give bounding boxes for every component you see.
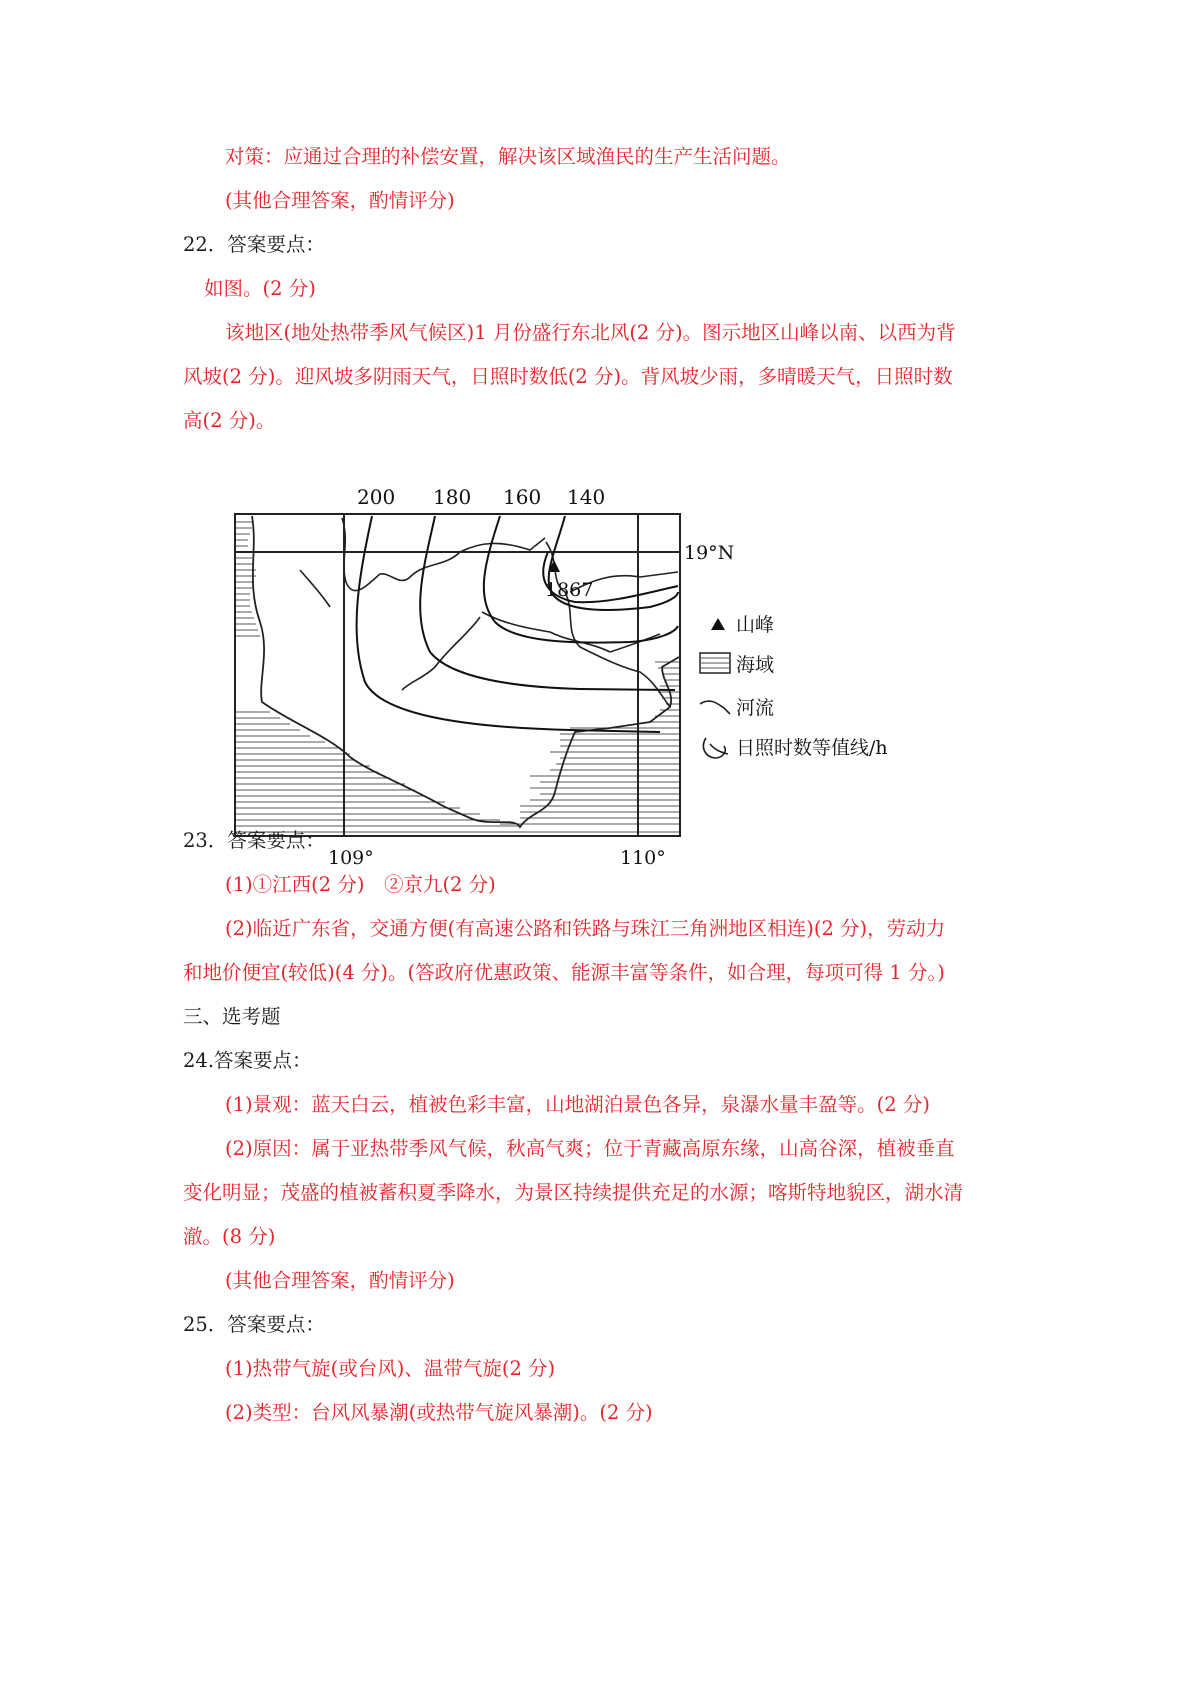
q24-other-answer-note: (其他合理答案，酌情评分): [225, 1269, 455, 1292]
q23-part2-line2: 和地价便宜(较低)(4 分)。(答政府优惠政策、能源丰富等条件，如合理，每项可得 1 分。): [183, 961, 945, 984]
q24-part1: (1)景观：蓝天白云，植被色彩丰富，山地湖泊景色各异，泉瀑水量丰盈等。(2 分): [225, 1093, 930, 1116]
sunshine-hours-map: [230, 482, 990, 882]
isoline-label-160: 160: [503, 485, 542, 509]
lat-label: 19°N: [684, 542, 735, 564]
q24-part2-line3: 澈。(8 分): [183, 1225, 276, 1248]
countermeasure-line: 对策：应通过合理的补偿安置，解决该区域渔民的生产生活问题。: [225, 145, 791, 168]
other-answer-note: (其他合理答案，酌情评分): [225, 189, 455, 212]
legend-isoline-label: 日照时数等值线/h: [736, 737, 888, 759]
q22-paragraph-line3: 高(2 分)。: [183, 409, 276, 432]
q23-part1: (1)①江西(2 分) ②京九(2 分): [225, 873, 496, 896]
q23-heading: 23．答案要点：: [183, 829, 325, 852]
legend-peak-icon: [711, 618, 725, 630]
map-legend: [700, 614, 888, 759]
sunshine-isolines: [357, 516, 678, 732]
legend-peak-label: 山峰: [736, 614, 775, 636]
section-3-heading: 三、选考题: [183, 1005, 281, 1028]
legend-isoline-icon: [703, 738, 728, 758]
q24-part2-line1: (2)原因：属于亚热带季风气候，秋高气爽；位于青藏高原东缘，山高谷深，植被垂直: [225, 1137, 955, 1160]
isoline-label-140: 140: [567, 485, 606, 509]
q22-paragraph-line2: 风坡(2 分)。迎风坡多阴雨天气，日照时数低(2 分)。背风坡少雨，多晴暖天气，日照时数: [183, 365, 953, 388]
lon-right-label: 110°: [620, 847, 666, 869]
q22-see-figure: 如图。(2 分): [204, 277, 316, 300]
sea-area: [236, 522, 679, 832]
coastline: [252, 516, 679, 827]
q25-heading: 25．答案要点：: [183, 1313, 325, 1336]
legend-sea-label: 海域: [736, 654, 775, 676]
q25-part1: (1)热带气旋(或台风)、温带气旋(2 分): [225, 1357, 556, 1380]
peak-elevation: 1867: [545, 579, 594, 601]
q22-heading: 22．答案要点：: [183, 233, 325, 256]
isoline-label-200: 200: [357, 485, 396, 509]
legend-river-icon: [700, 701, 730, 714]
q24-part2-line2: 变化明显；茂盛的植被蓄积夏季降水，为景区持续提供充足的水源；喀斯特地貌区，湖水清: [183, 1181, 964, 1204]
q23-part2-line1: (2)临近广东省，交通方便(有高速公路和铁路与珠江三角洲地区相连)(2 分)，劳动力: [225, 917, 946, 940]
q24-heading: 24.答案要点：: [183, 1049, 312, 1072]
isoline-label-180: 180: [433, 485, 472, 509]
legend-river-label: 河流: [736, 697, 775, 719]
q25-part2: (2)类型：台风风暴潮(或热带气旋风暴潮)。(2 分): [225, 1401, 653, 1424]
lon-left-label: 109°: [328, 847, 374, 869]
q22-paragraph-line1: 该地区(地处热带季风气候区)1 月份盛行东北风(2 分)。图示地区山峰以南、以西为背: [225, 321, 956, 344]
